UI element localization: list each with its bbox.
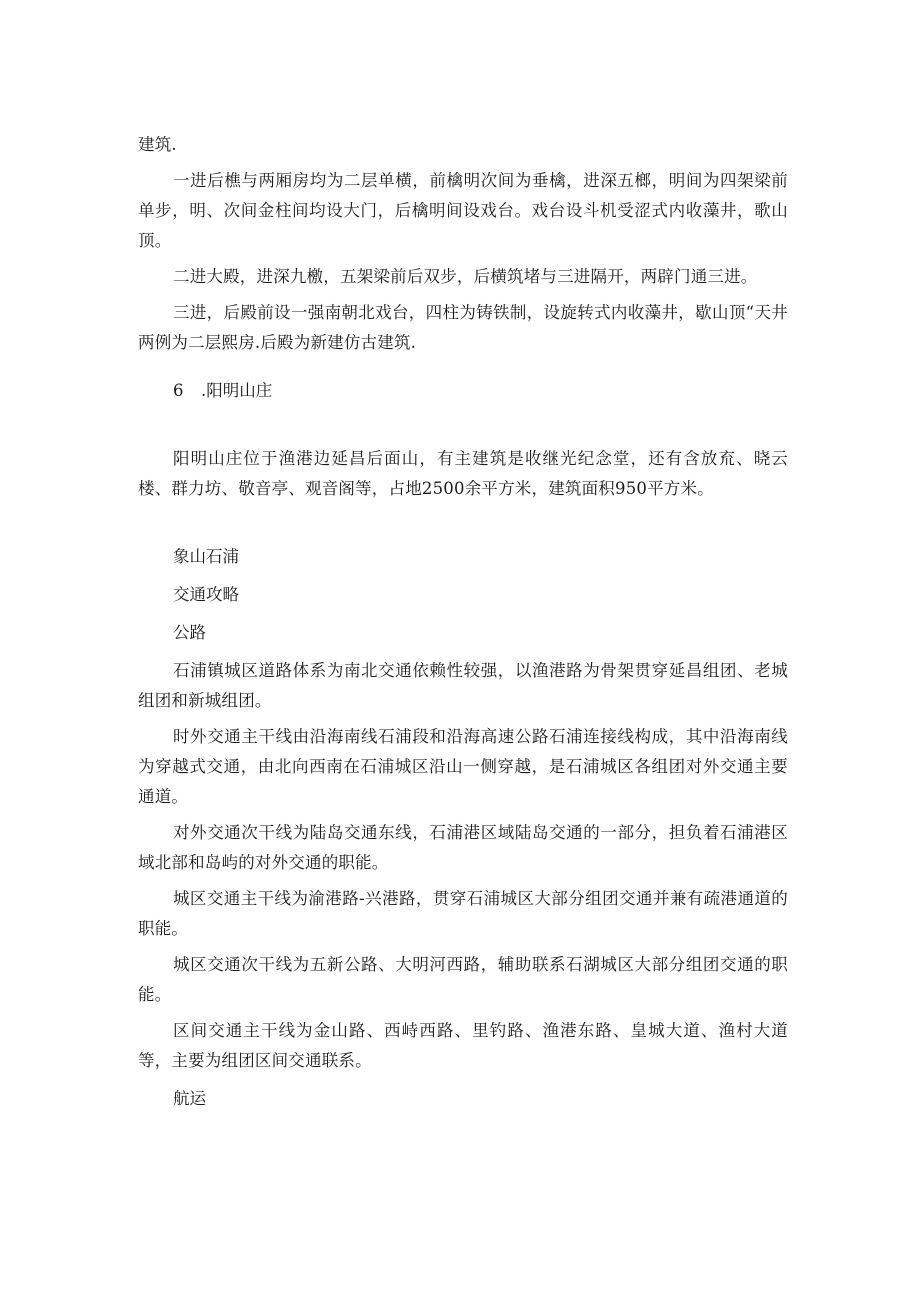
paragraph-external-main: 时外交通主干线由沿海南线石浦段和沿海高速公路石浦连接线构成，其中沿海南线为穿越式交通，由北向西南在石浦城区沿山一侧穿越，是石浦城区各组团对外交通主要通道。: [138, 727, 788, 806]
heading-place: 象山石浦: [173, 547, 239, 566]
paragraph-road-system: 石浦镇城区道路体系为南北交通依赖性较强，以渔港路为骨架贯穿延昌组团、老城组团和新城组团。: [138, 661, 788, 710]
heading-transport-guide: 交通攻略: [173, 585, 239, 604]
paragraph-first-hall: 一进后樵与两厢房均为二层单横，前檎明次间为垂檎，进深五榔，明间为四架梁前单步，明、次间金柱间均设大门，后檎明间设戏台。戏台设斗机受涩式内收藻井，歌山顶。: [138, 171, 788, 250]
heading-road: 公路: [173, 623, 206, 642]
section-heading-6: [138, 376, 788, 406]
paragraph-urban-main: 城区交通主干线为渝港路-兴港路，贯穿石浦城区大部分组团交通并兼有疏港通道的职能。: [138, 889, 788, 938]
paragraph-third-hall: 三进，后殿前设一强南朝北戏台，四柱为铸铁制，设旋转式内收藻井，歇山顶“天井两例为二层熙房.后殿为新建仿古建筑.: [138, 303, 788, 352]
paragraph-external-secondary: 对外交通次干线为陆岛交通东线，石浦港区域陆岛交通的一部分，担负着石浦港区域北部和岛屿的对外交通的职能。: [138, 823, 788, 872]
document-page: [138, 130, 788, 1114]
paragraph-interzone-main: 区间交通主干线为金山路、西峙西路、里钓路、渔港东路、皇城大道、渔村大道等，主要为组团区间交通联系。: [138, 1021, 788, 1070]
paragraph-urban-secondary: 城区交通次干线为五新公路、大明河西路，辅助联系石湖城区大部分组团交通的职能。: [138, 955, 788, 1004]
section-number: 6: [173, 381, 184, 400]
paragraph-building-end: 建筑.: [138, 135, 177, 154]
paragraph-second-hall: 二进大殿，进深九檄，五架梁前后双步，后横筑堵与三进隔开，两辟门通三进。: [173, 267, 758, 286]
paragraph-yangming: 阳明山庄位于渔港边延昌后面山，有主建筑是收继光纪念堂，还有含放㐬、晓云楼、群力坊、敬音亭、观音阁等，占地2500余平方米，建筑面积950平方米。: [138, 449, 788, 498]
section-title: .阳明山庄: [201, 381, 273, 400]
heading-shipping: 航运: [173, 1089, 206, 1108]
